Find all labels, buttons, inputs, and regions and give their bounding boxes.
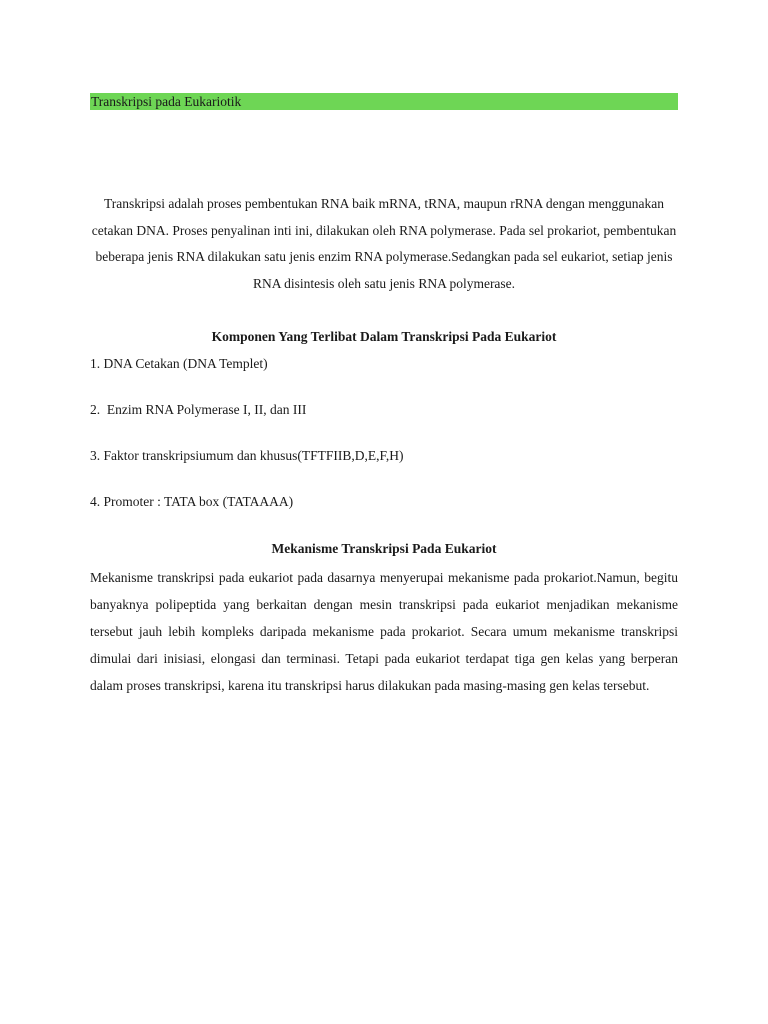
mechanism-paragraph: Mekanisme transkripsi pada eukariot pada dasarnya menyerupai mekanisme pada prokariot.Namun, begitu banyaknya polipeptida yang berkaitan dengan mesin transkripsi pada eukariot menjadikan mekanisme tersebut jauh lebih kompleks daripada mekanisme pada prokariot. Secara umum mekanisme transkripsi dimulai dari inisiasi, elongasi dan terminasi. Tetapi pada eukariot terdapat tiga gen kelas yang berperan dalam proses transkripsi, karena itu transkripsi harus dilakukan pada masing-masing gen kelas tersebut.	[90, 570, 678, 693]
components-heading: Komponen Yang Terlibat Dalam Transkripsi Pada Eukariot	[211, 329, 557, 344]
intro-paragraph: Transkripsi adalah proses pembentukan RNA baik mRNA, tRNA, maupun rRNA dengan menggunakan cetakan DNA. Proses penyalinan inti ini, dilakukan oleh RNA polymerase. Pada sel prokariot, pembentukan beberapa jenis RNA dilakukan satu jenis enzim RNA polymerase.Sedangkan pada sel eukariot, setiap jenis RNA disintesis oleh satu jenis RNA polymerase.	[91, 196, 677, 291]
mechanism-heading: Mekanisme Transkripsi Pada Eukariot	[271, 541, 497, 556]
document-title: Transkripsi pada Eukariotik	[90, 93, 678, 110]
list-item: 4. Promoter : TATA box (TATAAAA)	[90, 494, 294, 509]
list-item: 3. Faktor transkripsiumum dan khusus(TFTFIIB,D,E,F,H)	[90, 448, 404, 463]
list-item: 1. DNA Cetakan (DNA Templet)	[90, 356, 268, 371]
list-item: 2. Enzim RNA Polymerase I, II, dan III	[90, 402, 307, 417]
